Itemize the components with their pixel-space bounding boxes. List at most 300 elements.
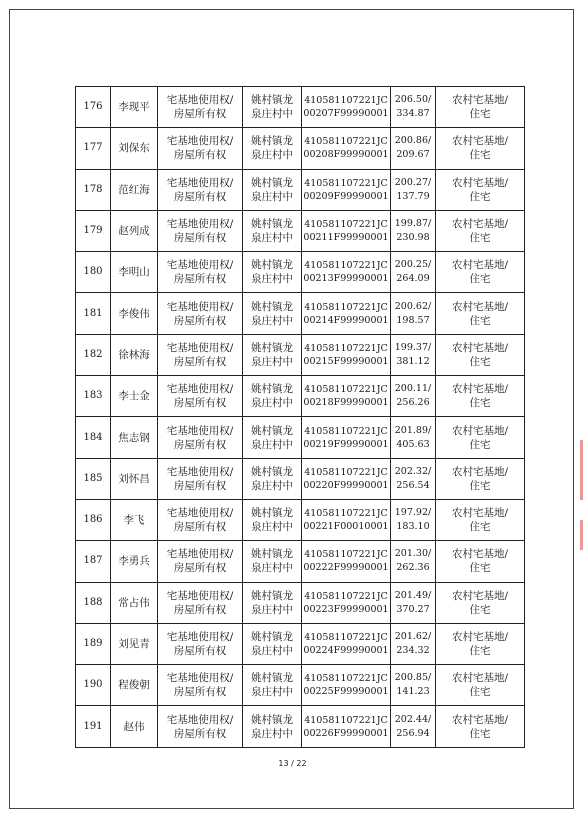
usage-text: 住宅 xyxy=(469,438,491,451)
area-text: 200.25/ xyxy=(394,259,432,271)
unit-code-cell xyxy=(302,376,391,417)
right-type-text: 房屋所有权 xyxy=(173,479,227,492)
location-text: 姚村镇龙 xyxy=(251,672,293,685)
area-cell xyxy=(391,541,436,582)
area-text: 234.32 xyxy=(396,645,430,656)
right-type-text: 房屋所有权 xyxy=(173,232,227,245)
unit-code-cell xyxy=(302,458,391,499)
location-text: 姚村镇龙 xyxy=(251,341,293,354)
row-number-cell xyxy=(76,128,111,169)
unit-code-text: 00226F99990001 xyxy=(303,727,389,739)
row-number-text: 180 xyxy=(83,266,103,278)
location-text: 泉庄村中 xyxy=(251,727,293,740)
location-cell xyxy=(243,376,302,417)
row-number-text: 181 xyxy=(83,307,103,319)
usage-cell xyxy=(436,417,525,458)
area-text: 200.86/ xyxy=(394,135,432,147)
usage-text: 农村宅基地/ xyxy=(451,135,509,148)
usage-text: 农村宅基地/ xyxy=(451,218,509,231)
unit-code-text: 00218F99990001 xyxy=(303,397,389,409)
unit-code-text: 00224F99990001 xyxy=(303,645,389,656)
usage-text: 农村宅基地/ xyxy=(451,672,509,685)
owner-name-cell xyxy=(111,210,158,251)
owner-name-text: 刘保东 xyxy=(118,142,150,155)
location-text: 泉庄村中 xyxy=(251,314,293,327)
owner-name-text: 李俊伟 xyxy=(118,307,150,320)
location-cell xyxy=(243,499,302,540)
usage-cell xyxy=(436,582,525,623)
owner-name-text: 刘见青 xyxy=(118,638,150,650)
unit-code-text: 410581107221JC xyxy=(304,384,388,396)
area-text: 199.87/ xyxy=(394,218,432,230)
area-cell xyxy=(391,706,436,747)
location-cell xyxy=(243,623,302,664)
area-text: 201.49/ xyxy=(394,589,432,601)
location-text: 姚村镇龙 xyxy=(251,259,293,272)
unit-code-text: 00222F99990001 xyxy=(303,562,389,574)
row-number-cell xyxy=(76,169,111,210)
location-cell xyxy=(243,169,302,210)
area-text: 183.10 xyxy=(396,521,430,533)
location-text: 泉庄村中 xyxy=(251,190,293,203)
usage-text: 住宅 xyxy=(469,355,491,368)
usage-text: 农村宅基地/ xyxy=(451,631,509,643)
owner-name-cell xyxy=(111,128,158,169)
right-type-text: 房屋所有权 xyxy=(173,686,227,699)
area-text: 197.92/ xyxy=(394,507,432,519)
unit-code-text: 410581107221JC xyxy=(304,342,388,354)
location-text: 姚村镇龙 xyxy=(251,589,293,602)
area-text: 256.54 xyxy=(396,479,430,491)
table-row xyxy=(76,252,525,293)
row-number-cell xyxy=(76,541,111,582)
right-type-text: 房屋所有权 xyxy=(173,603,227,616)
unit-code-cell xyxy=(302,210,391,251)
right-type-text: 宅基地使用权/ xyxy=(166,383,234,396)
usage-text: 农村宅基地/ xyxy=(451,424,509,437)
right-type-cell xyxy=(158,252,243,293)
location-text: 姚村镇龙 xyxy=(251,631,293,643)
owner-name-cell xyxy=(111,541,158,582)
usage-text: 住宅 xyxy=(469,645,491,657)
owner-name-cell xyxy=(111,665,158,706)
right-type-text: 宅基地使用权/ xyxy=(166,135,234,148)
unit-code-text: 410581107221JC xyxy=(304,632,388,643)
right-type-text: 房屋所有权 xyxy=(173,190,227,203)
owner-name-cell xyxy=(111,169,158,210)
right-type-text: 宅基地使用权/ xyxy=(166,465,234,478)
usage-text: 农村宅基地/ xyxy=(451,341,509,354)
row-number-text: 176 xyxy=(83,101,103,113)
area-text: 202.44/ xyxy=(394,713,432,725)
area-cell xyxy=(391,293,436,334)
right-type-text: 房屋所有权 xyxy=(173,521,227,534)
row-number-text: 189 xyxy=(83,638,103,649)
area-cell xyxy=(391,623,436,664)
location-text: 泉庄村中 xyxy=(251,521,293,534)
owner-name-text: 李明山 xyxy=(118,266,150,279)
unit-code-text: 410581107221JC xyxy=(304,219,388,231)
area-cell xyxy=(391,334,436,375)
unit-code-text: 00207F99990001 xyxy=(303,108,389,120)
unit-code-cell xyxy=(302,169,391,210)
location-cell xyxy=(243,293,302,334)
usage-text: 住宅 xyxy=(469,232,491,245)
location-text: 泉庄村中 xyxy=(251,603,293,616)
area-text: 200.62/ xyxy=(394,300,432,312)
unit-code-text: 410581107221JC xyxy=(304,673,388,685)
table-row xyxy=(76,458,525,499)
unit-code-text: 00209F99990001 xyxy=(303,190,389,202)
usage-cell xyxy=(436,169,525,210)
right-type-text: 宅基地使用权/ xyxy=(166,259,234,272)
area-cell xyxy=(391,499,436,540)
right-type-text: 宅基地使用权/ xyxy=(166,548,234,561)
usage-text: 住宅 xyxy=(469,603,491,616)
table-row xyxy=(76,376,525,417)
right-type-text: 宅基地使用权/ xyxy=(166,672,234,685)
row-number-cell xyxy=(76,293,111,334)
unit-code-text: 00208F99990001 xyxy=(303,149,389,161)
usage-cell xyxy=(436,128,525,169)
right-type-text: 房屋所有权 xyxy=(173,314,227,327)
location-text: 泉庄村中 xyxy=(251,397,293,410)
usage-text: 农村宅基地/ xyxy=(451,300,509,313)
usage-text: 住宅 xyxy=(469,727,491,740)
usage-cell xyxy=(436,541,525,582)
location-cell xyxy=(243,706,302,747)
location-text: 泉庄村中 xyxy=(251,108,293,121)
owner-name-text: 徐林海 xyxy=(118,348,150,361)
usage-cell xyxy=(436,334,525,375)
unit-code-text: 410581107221JC xyxy=(304,177,388,189)
row-number-cell xyxy=(76,458,111,499)
area-cell xyxy=(391,376,436,417)
table-row xyxy=(76,582,525,623)
row-number-cell xyxy=(76,376,111,417)
unit-code-text: 00220F99990001 xyxy=(303,479,389,491)
usage-text: 农村宅基地/ xyxy=(451,713,509,726)
usage-text: 住宅 xyxy=(469,397,491,410)
usage-text: 农村宅基地/ xyxy=(451,507,509,520)
area-text: 209.67 xyxy=(396,149,430,161)
owner-name-text: 范红海 xyxy=(118,183,150,196)
right-type-text: 房屋所有权 xyxy=(173,645,227,657)
right-type-text: 宅基地使用权/ xyxy=(166,713,234,726)
usage-cell xyxy=(436,458,525,499)
area-cell xyxy=(391,210,436,251)
usage-text: 农村宅基地/ xyxy=(451,176,509,189)
right-type-cell xyxy=(158,499,243,540)
unit-code-text: 00225F99990001 xyxy=(303,686,389,698)
area-text: 202.32/ xyxy=(394,465,432,477)
location-cell xyxy=(243,334,302,375)
table-row xyxy=(76,210,525,251)
unit-code-text: 410581107221JC xyxy=(304,714,388,726)
owner-name-cell xyxy=(111,334,158,375)
location-text: 姚村镇龙 xyxy=(251,383,293,396)
record-table xyxy=(75,86,525,748)
usage-cell xyxy=(436,210,525,251)
owner-name-cell xyxy=(111,499,158,540)
table-row xyxy=(76,334,525,375)
right-type-text: 房屋所有权 xyxy=(173,397,227,410)
owner-name-cell xyxy=(111,582,158,623)
location-text: 泉庄村中 xyxy=(251,562,293,575)
area-text: 405.63 xyxy=(396,438,430,450)
location-cell xyxy=(243,665,302,706)
table-row xyxy=(76,87,525,128)
area-text: 141.23 xyxy=(396,686,430,698)
right-type-text: 宅基地使用权/ xyxy=(166,176,234,189)
unit-code-text: 410581107221JC xyxy=(304,590,388,602)
row-number-text: 187 xyxy=(83,555,103,567)
unit-code-text: 410581107221JC xyxy=(304,466,388,478)
row-number-text: 191 xyxy=(83,720,103,732)
area-text: 201.30/ xyxy=(394,548,432,560)
area-cell xyxy=(391,128,436,169)
area-text: 370.27 xyxy=(396,603,430,615)
area-text: 264.09 xyxy=(396,273,430,285)
location-text: 姚村镇龙 xyxy=(251,94,293,107)
row-number-cell xyxy=(76,706,111,747)
table-row xyxy=(76,541,525,582)
right-type-text: 宅基地使用权/ xyxy=(166,631,234,643)
unit-code-text: 410581107221JC xyxy=(304,260,388,272)
unit-code-text: 410581107221JC xyxy=(304,425,388,437)
row-number-cell xyxy=(76,582,111,623)
location-cell xyxy=(243,458,302,499)
area-cell xyxy=(391,458,436,499)
area-text: 200.85/ xyxy=(394,672,432,684)
unit-code-cell xyxy=(302,499,391,540)
location-cell xyxy=(243,210,302,251)
unit-code-cell xyxy=(302,128,391,169)
owner-name-text: 常占伟 xyxy=(118,596,150,609)
location-text: 姚村镇龙 xyxy=(251,300,293,313)
location-text: 姚村镇龙 xyxy=(251,176,293,189)
table-row xyxy=(76,499,525,540)
table-row xyxy=(76,417,525,458)
location-text: 姚村镇龙 xyxy=(251,424,293,437)
location-cell xyxy=(243,541,302,582)
usage-text: 农村宅基地/ xyxy=(451,589,509,602)
row-number-text: 183 xyxy=(83,390,103,402)
right-type-cell xyxy=(158,128,243,169)
location-cell xyxy=(243,252,302,293)
unit-code-cell xyxy=(302,417,391,458)
right-type-cell xyxy=(158,334,243,375)
right-type-cell xyxy=(158,706,243,747)
area-cell xyxy=(391,169,436,210)
owner-name-text: 焦志钢 xyxy=(118,431,150,444)
right-type-text: 宅基地使用权/ xyxy=(166,424,234,437)
unit-code-cell xyxy=(302,582,391,623)
location-text: 泉庄村中 xyxy=(251,273,293,286)
usage-text: 农村宅基地/ xyxy=(451,465,509,478)
row-number-text: 188 xyxy=(83,596,103,608)
row-number-cell xyxy=(76,210,111,251)
right-type-text: 房屋所有权 xyxy=(173,149,227,162)
usage-cell xyxy=(436,87,525,128)
unit-code-text: 00214F99990001 xyxy=(303,314,389,326)
right-type-cell xyxy=(158,417,243,458)
area-text: 200.11/ xyxy=(394,383,432,395)
location-text: 姚村镇龙 xyxy=(251,135,293,148)
right-type-cell xyxy=(158,293,243,334)
usage-cell xyxy=(436,293,525,334)
usage-text: 农村宅基地/ xyxy=(451,94,509,107)
unit-code-text: 00211F99990001 xyxy=(303,232,389,244)
owner-name-text: 李士金 xyxy=(118,390,150,403)
usage-cell xyxy=(436,623,525,664)
location-text: 泉庄村中 xyxy=(251,232,293,245)
right-type-text: 宅基地使用权/ xyxy=(166,218,234,231)
owner-name-text: 刘怀昌 xyxy=(118,472,150,485)
location-cell xyxy=(243,582,302,623)
unit-code-cell xyxy=(302,623,391,664)
usage-cell xyxy=(436,499,525,540)
unit-code-cell xyxy=(302,293,391,334)
right-type-cell xyxy=(158,169,243,210)
area-cell xyxy=(391,665,436,706)
location-text: 姚村镇龙 xyxy=(251,713,293,726)
area-cell xyxy=(391,582,436,623)
right-type-text: 宅基地使用权/ xyxy=(166,589,234,602)
owner-name-cell xyxy=(111,376,158,417)
unit-code-text: 410581107221JC xyxy=(304,301,388,313)
unit-code-text: 00215F99990001 xyxy=(303,355,389,367)
row-number-text: 178 xyxy=(83,183,103,195)
area-text: 262.36 xyxy=(396,562,430,574)
right-type-cell xyxy=(158,210,243,251)
usage-text: 住宅 xyxy=(469,686,491,699)
row-number-text: 177 xyxy=(83,142,103,154)
area-cell xyxy=(391,252,436,293)
right-type-cell xyxy=(158,376,243,417)
right-type-text: 房屋所有权 xyxy=(173,562,227,575)
usage-text: 农村宅基地/ xyxy=(451,383,509,396)
unit-code-cell xyxy=(302,665,391,706)
usage-text: 住宅 xyxy=(469,273,491,286)
usage-text: 住宅 xyxy=(469,562,491,575)
unit-code-text: 00213F99990001 xyxy=(303,273,389,285)
row-number-text: 185 xyxy=(83,472,103,484)
table-row xyxy=(76,128,525,169)
right-type-cell xyxy=(158,87,243,128)
usage-text: 农村宅基地/ xyxy=(451,548,509,561)
location-cell xyxy=(243,87,302,128)
owner-name-text: 李现平 xyxy=(118,101,150,114)
right-type-text: 房屋所有权 xyxy=(173,727,227,740)
owner-name-cell xyxy=(111,623,158,664)
owner-name-cell xyxy=(111,252,158,293)
row-number-text: 179 xyxy=(83,225,103,237)
location-text: 姚村镇龙 xyxy=(251,507,293,520)
right-type-text: 宅基地使用权/ xyxy=(166,341,234,354)
unit-code-cell xyxy=(302,541,391,582)
edge-stain xyxy=(580,520,583,550)
area-text: 206.50/ xyxy=(394,94,432,106)
right-type-cell xyxy=(158,582,243,623)
edge-stain xyxy=(580,440,583,500)
usage-text: 住宅 xyxy=(469,190,491,203)
usage-text: 住宅 xyxy=(469,108,491,121)
unit-code-cell xyxy=(302,87,391,128)
area-text: 198.57 xyxy=(396,314,430,326)
location-cell xyxy=(243,417,302,458)
unit-code-cell xyxy=(302,252,391,293)
owner-name-cell xyxy=(111,87,158,128)
record-table-body xyxy=(76,87,525,748)
row-number-text: 186 xyxy=(83,514,103,526)
row-number-cell xyxy=(76,252,111,293)
right-type-text: 宅基地使用权/ xyxy=(166,507,234,520)
area-text: 230.98 xyxy=(396,232,430,244)
table-row xyxy=(76,293,525,334)
owner-name-text: 赵伟 xyxy=(123,720,145,733)
usage-text: 住宅 xyxy=(469,479,491,492)
location-text: 泉庄村中 xyxy=(251,438,293,451)
table-row xyxy=(76,169,525,210)
location-text: 泉庄村中 xyxy=(251,149,293,162)
table-row xyxy=(76,665,525,706)
area-cell xyxy=(391,417,436,458)
right-type-cell xyxy=(158,541,243,582)
location-text: 泉庄村中 xyxy=(251,686,293,699)
area-text: 137.79 xyxy=(396,190,430,202)
unit-code-text: 410581107221JC xyxy=(304,549,388,561)
usage-cell xyxy=(436,376,525,417)
unit-code-text: 00219F99990001 xyxy=(303,438,389,450)
owner-name-text: 李勇兵 xyxy=(118,555,150,568)
owner-name-cell xyxy=(111,706,158,747)
usage-cell xyxy=(436,665,525,706)
area-text: 199.37/ xyxy=(394,341,432,353)
location-text: 泉庄村中 xyxy=(251,479,293,492)
usage-text: 农村宅基地/ xyxy=(451,259,509,272)
unit-code-cell xyxy=(302,706,391,747)
location-text: 姚村镇龙 xyxy=(251,218,293,231)
row-number-text: 184 xyxy=(83,431,103,443)
row-number-text: 182 xyxy=(83,348,103,360)
row-number-cell xyxy=(76,665,111,706)
location-text: 泉庄村中 xyxy=(251,645,293,657)
record-table-wrapper xyxy=(75,86,525,748)
area-text: 334.87 xyxy=(396,108,430,120)
row-number-cell xyxy=(76,417,111,458)
unit-code-text: 410581107221JC xyxy=(304,136,388,148)
table-row xyxy=(76,623,525,664)
unit-code-text: 410581107221JC xyxy=(304,95,388,107)
right-type-text: 房屋所有权 xyxy=(173,108,227,121)
owner-name-cell xyxy=(111,417,158,458)
table-row xyxy=(76,706,525,747)
row-number-cell xyxy=(76,334,111,375)
row-number-text: 190 xyxy=(83,679,103,691)
row-number-cell xyxy=(76,87,111,128)
right-type-text: 房屋所有权 xyxy=(173,273,227,286)
right-type-cell xyxy=(158,458,243,499)
owner-name-text: 李飞 xyxy=(123,514,145,527)
right-type-cell xyxy=(158,665,243,706)
row-number-cell xyxy=(76,623,111,664)
unit-code-text: 00223F99990001 xyxy=(303,603,389,615)
owner-name-cell xyxy=(111,458,158,499)
right-type-text: 宅基地使用权/ xyxy=(166,94,234,107)
usage-text: 住宅 xyxy=(469,149,491,162)
location-cell xyxy=(243,128,302,169)
